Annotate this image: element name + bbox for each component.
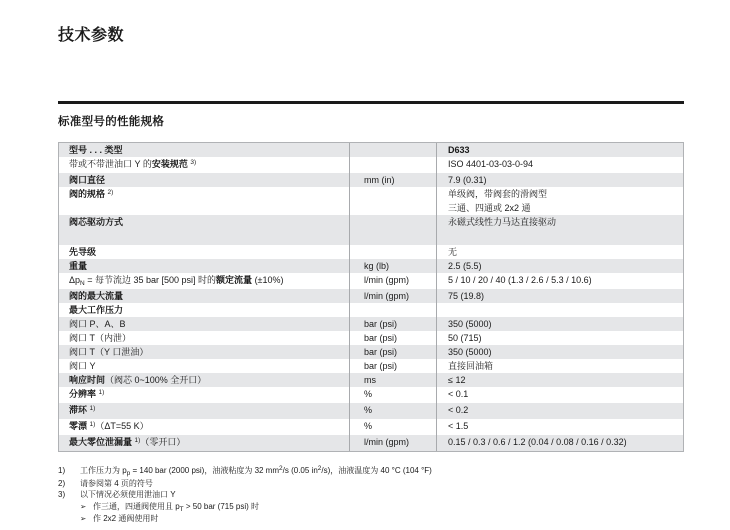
parameter-label-text: 阀口 P、A、B [69, 319, 126, 329]
table-row [59, 215, 683, 245]
footnote-line [80, 489, 684, 501]
value-text: 350 (5000) [448, 347, 492, 357]
value-text: 5 / 10 / 20 / 40 (1.3 / 2.6 / 5.3 / 10.6) [448, 275, 592, 285]
unit-cell: l/min (gpm) [349, 289, 436, 303]
footnote-bullet-text [93, 501, 259, 514]
parameter-label-text: 最大工作压力 [69, 305, 124, 315]
footnote-number: 3) [58, 490, 66, 499]
footnote-text-segment: 以下情况必须使用泄油口 Y [80, 490, 176, 499]
parameter-label-text: 重量 [69, 261, 88, 271]
footnote-bullet-segment: > 50 bar (715 psi) 时 [183, 501, 260, 511]
value-cell [436, 157, 683, 173]
parameter-label [59, 143, 349, 157]
parameter-label-text: （ΔT=55 K） [95, 421, 149, 431]
parameter-label-text: N [80, 280, 85, 287]
table-row [59, 187, 683, 215]
footnote-text-segment: /s)，油液温度为 40 °C (104 °F) [321, 466, 432, 475]
parameter-label [59, 245, 349, 259]
table-row [59, 331, 683, 345]
value-cell [436, 187, 683, 215]
unit-cell: bar (psi) [349, 331, 436, 345]
parameter-label [59, 303, 349, 317]
value-text: < 1.5 [448, 421, 469, 431]
table-row [59, 143, 683, 157]
value-text: 50 (715) [448, 333, 482, 343]
parameter-label-text: 滞环 [69, 405, 88, 415]
table-row [59, 273, 683, 289]
value-text: ISO 4401-03-03-0-94 [448, 159, 534, 169]
footnote-text-segment: = 140 bar (2000 psi)，油液粘度为 32 mm [130, 466, 280, 475]
value-text: < 0.2 [448, 405, 469, 415]
parameter-label-text: 阀芯驱动方式 [69, 217, 124, 227]
value-text: 2.5 (5.5) [448, 261, 482, 271]
value-text: 单级阀，带阀套的滑阀型 [448, 189, 548, 199]
parameter-label-text: Δp [69, 275, 81, 285]
unit-cell [349, 187, 436, 215]
value-text: 三通、四通或 2x2 通 [448, 203, 531, 213]
footnote-number: 2) [58, 478, 66, 488]
parameter-label [59, 419, 349, 435]
table-row [59, 435, 683, 451]
footnote-item [58, 465, 684, 478]
parameter-label-text: 最大零位泄漏量 [69, 437, 133, 447]
value-text: 0.15 / 0.3 / 0.6 / 1.2 (0.04 / 0.08 / 0.16 / 0.32) [448, 437, 627, 447]
value-cell [436, 259, 683, 273]
unit-cell [349, 215, 436, 245]
footnote-bullet-segment: T [179, 505, 184, 513]
footnotes [58, 465, 684, 525]
table-row [59, 173, 683, 187]
parameter-label-text: (±10%) [252, 275, 284, 285]
parameter-label-text: 零漂 [69, 421, 88, 431]
value-text: 无 [448, 247, 458, 257]
value-cell [436, 331, 683, 345]
parameter-label [59, 289, 349, 303]
footnote-text-segment: 请参阅第 4 页的符号 [80, 478, 153, 488]
footnote-text [80, 478, 684, 490]
footnote-ref: 1) [89, 421, 96, 428]
parameter-label [59, 345, 349, 359]
parameter-label [59, 317, 349, 331]
parameter-label-text: 带或不带泄油口 Y 的 [69, 159, 152, 169]
table-row [59, 387, 683, 403]
value-text: 75 (19.8) [448, 291, 485, 301]
parameter-label [59, 331, 349, 345]
parameter-label [59, 157, 349, 173]
parameter-label [59, 259, 349, 273]
table-row [59, 419, 683, 435]
parameter-label-text: 先导级 [69, 247, 97, 257]
unit-cell: ms [349, 373, 436, 387]
table-row [59, 157, 683, 173]
value-cell [436, 345, 683, 359]
footnote-bullet-segment: 作三通，四通阀使用且 p [93, 501, 180, 511]
footnote-item [58, 489, 684, 525]
table-row [59, 359, 683, 373]
footnote-ref: 3) [190, 159, 197, 166]
footnote-text-segment: 工作压力为 p [80, 466, 127, 475]
parameter-label-text: 阀口 T（Y 口泄油） [69, 347, 149, 357]
footnote-bullet [80, 501, 684, 514]
parameter-label [59, 373, 349, 387]
section-title: 标准型号的性能规格 [58, 116, 165, 128]
parameter-label-text: 阀口 Y [69, 361, 96, 371]
value-cell [436, 245, 683, 259]
footnote-text-segment: /s (0.05 in [282, 466, 318, 475]
footnote-text [80, 465, 684, 478]
arrowhead-bullet-icon: ➢ [80, 501, 87, 511]
footnote-line [80, 465, 684, 478]
parameter-label [59, 173, 349, 187]
parameter-label-text: 额定流量 [216, 275, 253, 285]
unit-cell: mm (in) [349, 173, 436, 187]
parameter-label [59, 273, 349, 289]
value-text: 永磁式线性力马达直接驱动 [448, 217, 557, 227]
value-text: < 0.1 [448, 389, 469, 399]
footnote-ref: 2 [317, 465, 322, 472]
parameter-label [59, 187, 349, 215]
footnote-ref: 1) [134, 437, 141, 444]
footnote-item [58, 478, 684, 490]
unit-cell: kg (lb) [349, 259, 436, 273]
unit-cell: l/min (gpm) [349, 273, 436, 289]
table-row [59, 289, 683, 303]
table-row [59, 373, 683, 387]
parameter-label [59, 435, 349, 451]
value-cell [436, 403, 683, 419]
parameter-label-text: = 每节流边 35 bar [500 psi] 时的 [84, 275, 217, 285]
value-cell [436, 317, 683, 331]
unit-cell: % [349, 387, 436, 403]
parameter-label-text: 响应时间 [69, 375, 106, 385]
parameter-label [59, 215, 349, 245]
table-row [59, 303, 683, 317]
footnote-ref: 1) [89, 405, 96, 412]
parameter-label-text: 阀的规格 [69, 189, 106, 199]
unit-cell: bar (psi) [349, 345, 436, 359]
footnote-bullet-text [93, 513, 158, 525]
value-cell [436, 419, 683, 435]
footnote-ref: 1) [98, 389, 105, 396]
table-row [59, 345, 683, 359]
value-cell [436, 215, 683, 245]
footnote-number: 1) [58, 466, 66, 475]
parameter-label-text: 阀口直径 [69, 175, 106, 185]
parameter-label [59, 387, 349, 403]
value-text: ≤ 12 [448, 375, 466, 385]
value-text: D633 [448, 145, 470, 155]
parameter-label [59, 359, 349, 373]
table-row [59, 317, 683, 331]
value-text: 直接回油箱 [448, 361, 494, 371]
value-cell [436, 289, 683, 303]
unit-cell: % [349, 403, 436, 419]
unit-cell [349, 245, 436, 259]
unit-cell: % [349, 419, 436, 435]
footnote-line [80, 478, 684, 490]
value-cell [436, 435, 683, 451]
value-cell [436, 373, 683, 387]
footnote-bullet [80, 513, 684, 525]
parameter-label-text: （零开口） [140, 437, 186, 447]
value-cell [436, 273, 683, 289]
value-cell [436, 173, 683, 187]
unit-cell: bar (psi) [349, 317, 436, 331]
value-cell [436, 387, 683, 403]
footnote-ref: 2) [107, 189, 114, 196]
table-row [59, 245, 683, 259]
parameter-label-text: 阀的最大流量 [69, 291, 124, 301]
unit-cell [349, 303, 436, 317]
parameter-label-text: 分辨率 [69, 389, 97, 399]
unit-cell [349, 157, 436, 173]
arrowhead-bullet-icon: ➢ [80, 514, 87, 523]
value-cell [436, 359, 683, 373]
footnote-text-segment: p [126, 470, 131, 477]
spec-table [58, 142, 684, 452]
value-cell [436, 143, 683, 157]
parameter-label-text: 型号 . . . 类型 [69, 145, 123, 155]
parameter-label-text: 阀口 T（内泄） [69, 333, 131, 343]
unit-cell [349, 143, 436, 157]
footnote-bullet-segment: 作 2x2 通阀使用时 [93, 514, 159, 523]
table-row [59, 403, 683, 419]
value-cell [436, 303, 683, 317]
table-row [59, 259, 683, 273]
parameter-label [59, 403, 349, 419]
value-text: 7.9 (0.31) [448, 175, 487, 185]
footnote-text [80, 489, 684, 525]
unit-cell: bar (psi) [349, 359, 436, 373]
unit-cell: l/min (gpm) [349, 435, 436, 451]
value-text: 350 (5000) [448, 319, 492, 329]
page-title: 技术参数 [58, 27, 125, 44]
parameter-label-text: 安装规范 [151, 159, 188, 169]
footnote-ref: 2 [279, 465, 283, 472]
parameter-label-text: （阀芯 0~100% 全开口） [105, 375, 207, 385]
section-rule [58, 101, 684, 104]
